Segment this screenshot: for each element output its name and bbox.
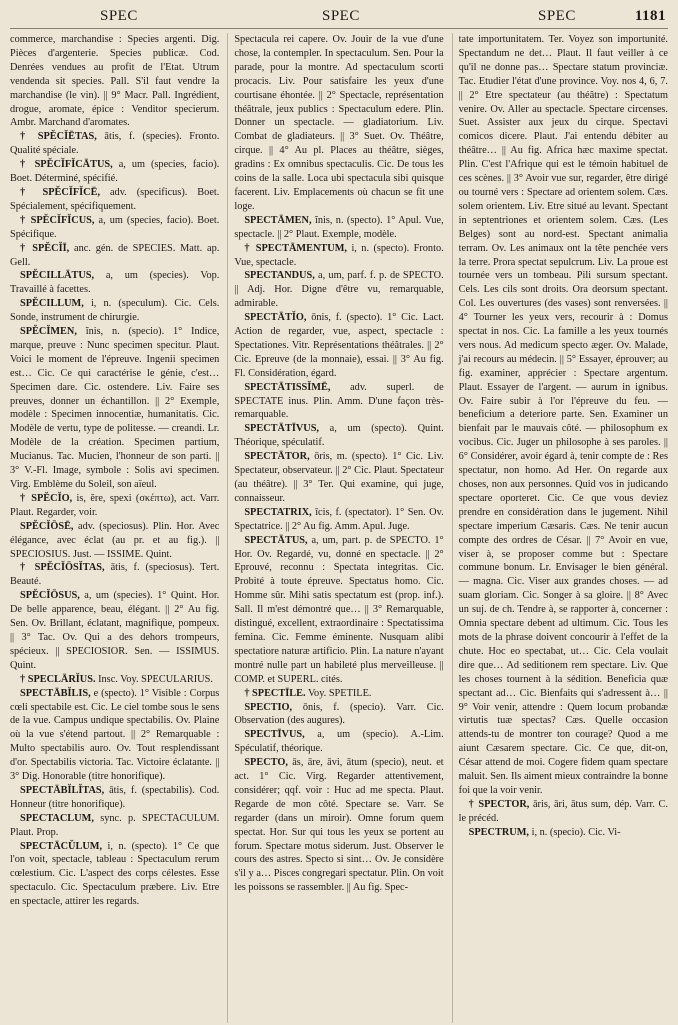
entry-definition: anc. gén. de SPECIES. Matt. ap. Gell. bbox=[10, 242, 220, 268]
entry-definition: adv. (specificus). Boet. Spécialement, spécifiquement. bbox=[10, 186, 220, 212]
entry-definition: ĭnis, n. (specio). 1° Indice, marque, preuve : Nunc specimen specitur. Plaut. Voici le moment de l'épreuve. Ingenii specimen est… Cic. Ce qui caractérise le génie, c'est… Specimen dare. Cic. ostendere. Liv. Faire ses preuves, donner un échantillon. || 2° Exemple, modèle : Specimen innocentiæ, humanitatis. Cic. Modèle de vertu, type de politesse. — creandi. Lr. Modèle de la création. Specimen partium, Mucianus. Tac. Mucien, l'honneur de son parti. || 3° V.-Fl. Image, symbole : Solis avi specimen. Virg. Emblème du Soleil, son aïeul. bbox=[10, 326, 220, 490]
entry-definition: ōnis, f. (specio). Varr. Cic. Observation (des augures). bbox=[234, 701, 444, 727]
entry-definition: commerce, marchandise : Species argenti. Dig. Pièces d'argenterie. Species publicæ. Cod. Denrées vendues au profit de l'Etat. Utrum vendenda sit species. Pall. S'il faut vendre la marchandise (le vin). || 9° Macr. Pall. Ingrédient, drogue, aromate, épice : Venditor specierum. Ambr. Marchand d'aromates. bbox=[10, 34, 220, 129]
entry-headword: SPECTĀTĪVUS, bbox=[244, 423, 320, 435]
entry-definition: sync. p. SPECTACULUM. Plaut. Prop. bbox=[10, 812, 220, 838]
dictionary-entry bbox=[234, 311, 443, 381]
dictionary-entry bbox=[10, 589, 219, 672]
entry-definition: a, um (species, facio). Boet. Spécifique. bbox=[10, 214, 220, 240]
entry-headword: SPECTĀCŬLUM, bbox=[20, 840, 103, 852]
entry-headword: SPECTIO, bbox=[244, 701, 293, 713]
dictionary-entry bbox=[10, 687, 219, 784]
dictionary-entry bbox=[234, 701, 443, 729]
entry-headword: SPĔCILLUM, bbox=[20, 298, 84, 310]
column-1 bbox=[10, 33, 219, 1023]
dictionary-entry bbox=[234, 687, 443, 701]
dictionary-entry bbox=[234, 728, 443, 756]
dictionary-entry bbox=[10, 158, 219, 186]
entry-headword: † SPĔCĬFĬCĀTUS, bbox=[20, 159, 113, 171]
entry-definition: Insc. Voy. SPECULARIUS. bbox=[95, 673, 213, 685]
dictionary-entry bbox=[234, 756, 443, 895]
dictionary-entry bbox=[10, 812, 219, 840]
dictionary-entry bbox=[234, 242, 443, 270]
dictionary-entry bbox=[234, 534, 443, 687]
entry-definition: adv. (speciosus). Plin. Hor. Avec élégance, avec éclat (au pr. et au fig.). || SPECIOSIUS. Just. — ISSIME. Quint. bbox=[10, 520, 220, 560]
entry-definition: īcis, f. (spectator). 1° Sen. Ov. Spectatrice. || 2° Au fig. Amm. Apul. Juge. bbox=[234, 506, 444, 532]
entry-definition: ĭnis, n. (specto). 1° Apul. Vue, spectacle. || 2° Plaut. Exemple, modèle. bbox=[234, 214, 444, 240]
running-header bbox=[10, 8, 668, 29]
entry-definition: adv. superl. de SPECTATE inus. Plin. Amm. D'une façon très-remarquable. bbox=[234, 381, 444, 421]
entry-headword: SPECTĪVUS, bbox=[244, 729, 305, 741]
dictionary-entry bbox=[10, 840, 219, 910]
entry-headword: † SPECTOR, bbox=[468, 798, 530, 810]
entry-headword: SPECTĀTISSĬMĒ, bbox=[244, 381, 331, 393]
column-3 bbox=[452, 33, 668, 1023]
entry-definition: i, n. (specio). Cic. Vi- bbox=[529, 826, 621, 838]
entry-definition: a, um, part. p. de SPECTO. 1° Hor. Ov. Regardé, vu, donné en spectacle. || 2° Eprouvé, reconnu : Spectata integritas. Cic. Probité à toute épreuve. Spectatus homo. Cic. Homme sûr. Mihi satis spectatum est (prop. inf.). Sall. Il m'est démontré que… || 3° Remarquable, distingué, excellent, extraordinaire : Spectatissima femina. Cic. Femme éminente. Nusquam alibi spectatiore naturæ artificio. Plin. La nature n'ayant montré nulle part un habileté plus merveilleuse. || COMP. et SUPERL. cités. bbox=[234, 534, 444, 685]
dictionary-entry bbox=[234, 422, 443, 450]
dictionary-entry bbox=[10, 186, 219, 214]
dictionary-entry bbox=[234, 381, 443, 423]
entry-definition: is, ĕre, spexi (σκέπτω), act. Varr. Plaut. Regarder, voir. bbox=[10, 492, 220, 518]
entry-headword: † SPĔCĬŌSĬTAS, bbox=[20, 562, 105, 574]
dictionary-entry bbox=[459, 798, 668, 826]
dictionary-entry bbox=[10, 561, 219, 589]
entry-headword: † SPECTĪLE. bbox=[244, 687, 306, 699]
entry-headword: SPECTACLUM, bbox=[20, 812, 94, 824]
dictionary-entry bbox=[459, 826, 668, 840]
dictionary-entry bbox=[10, 492, 219, 520]
entry-definition: i, n. (speculum). Cic. Cels. Sonde, instrument de chirurgie. bbox=[10, 298, 220, 324]
entry-headword: SPECTĀTOR, bbox=[244, 451, 310, 463]
header-right: SPEC bbox=[538, 8, 576, 24]
dictionary-entry bbox=[10, 325, 219, 492]
entry-headword: † SPECLĀRĬUS. bbox=[20, 673, 96, 685]
entry-headword: SPECTĀBĬLIS, bbox=[20, 687, 91, 699]
entry-headword: † SPĔCĬFĬCUS, bbox=[20, 214, 95, 226]
entry-definition: ās, āre, āvi, ātum (specio), neut. et act. 1° Cic. Virg. Regarder attentivement, considérer; qqf. voir : Huc ad me specta. Plaut. Regarde de mon côté. Spectare se. Varr. Se regarder (dans un miroir). Omne forum quem spectat. Hor. Sur qui tous les yeux se portent au forum. Spectare motus siderum. Just. Observer le cours des astres. Specto si sint… Ov. Je considère s'il y a… Pisces congregari spectatur. Plin. On voit les poissons se rassembler. || Au fig. Spec- bbox=[234, 757, 444, 894]
entry-headword: SPECTĀBĬLĬTAS, bbox=[20, 784, 105, 796]
entry-headword: SPECTĀTUS, bbox=[244, 534, 308, 546]
entry-definition: a, um (species). 1° Quint. Hor. De belle apparence, beau, élégant. || 2° Au fig. Sen. Ov. Brillant, éclatant, magnifique, pompeux. || 3° Tac. Ov. Qui a des dehors trompeurs, spécieux. || SPECIOSIOR. Sen. — ISSIMUS. Quint. bbox=[10, 590, 220, 671]
entry-definition: ātis, f. (spectabilis). Cod. Honneur (titre honorifique). bbox=[10, 784, 220, 810]
entry-definition: āris, āri, ātus sum, dép. Varr. C. le précéd. bbox=[458, 798, 668, 824]
dictionary-entry bbox=[10, 214, 219, 242]
entry-headword: SPĔCĬMEN, bbox=[20, 326, 77, 338]
header-center: SPEC bbox=[322, 8, 360, 24]
entry-definition: ātis, f. (species). Fronto. Qualité spéciale. bbox=[10, 131, 220, 157]
entry-definition: i, n. (specto). 1° Ce que l'on voit, spectacle, tableau : Spectaculum rerum cœlestium. Cic. L'aspect des corps célestes. Esse spectaculo. Cic. Spectaculum præbere. Liv. Etre en spectacle, attirer les regards. bbox=[10, 840, 220, 908]
entry-headword: † SPĔCĬĒTAS, bbox=[20, 131, 97, 143]
entry-definition: a, um (specto). Quint. Théorique, spéculatif. bbox=[234, 423, 444, 449]
dictionary-entry bbox=[234, 450, 443, 506]
entry-definition: ōris, m. (specto). 1° Cic. Liv. Spectateur, observateur. || 2° Cic. Plaut. Spectateur (au théâtre). || 3° Ter. Qui examine, qui juge, connaisseur. bbox=[234, 451, 444, 504]
dictionary-entry bbox=[10, 242, 219, 270]
entry-definition: tate importunitatem. Ter. Voyez son importunité. Spectandum ne det… Plaut. Il faut veiller à ce qu'il ne donne pas… Spectare statum provinciæ. Tac. Etudier l'état d'une province. Voy. nos 4, 6, 7. || 2° Etre spectateur (au théâtre) : Spectatum venire. Ov. Aller au spectacle. Spectare circenses. Suet. Assister aux jeux du cirque. Spectavi comicos dicere. Plaut. J'ai entendu débiter au théâtre… || Au fig. Africa hæc maxime spectat. Plin. C'est l'Afrique qui est le témoin habituel de ces scènes. || 3° Avoir vue sur, regarder, être dirigé ou tourné vers : Spectare ad orientem solem. Cæs. solem orientem. Liv. Etre situé au levant. Spectant in septentriones et orientem solem. Cæs. (Les Belges) sont au nord-est. Spectant animalia terram. Ov. Les animaux ont la tête penchée vers la terre. Prora spectat sepulcrum. Liv. La proue est tournée vers un tombeau. Pili sursum spectant. Cels. Les cils sont droits. Ora deorsum spectant. Col. Les ouvertures (des vases) sont renversées. || 4° Tourner les yeux vers, recourir à : Domus spectat in nos. Cic. La famille a les yeux tournés vers nous. Ad medicum specto æger. Ov. Malade, j'ai recours au médecin. || 5° Essayer, éprouver; au fig. examiner, apprécier : Spectare argentum. Plaut. Essayer de l'argent. — aurum in ignibus. Ov. Faire subir à l'or l'épreuve du feu. — beneficium a deteriore parte. Sen. Examiner un bienfait par le mauvais côté. — philosophum ex vocibus. Cic. Juger un philosophe à ses paroles. || 6° Considérer, avoir égard à, tenir compte de : Res spectatur, non homo. Ad Her. On regarde aux choses, non aux personnes. Quid vos in judicando spectare oporteret. Cic. Ce que vous deviez prendre en considération dans le jugement. Nihil spectare imperium Cæsaris. Cæs. Ne tenir aucun compte des ordres de César. || 7° Avoir en vue, viser à, se proposer comme but : Spectare commune bonum. Lr. Envisager le bien général. — magna. Cic. Viser aux grandes choses. — ad suam gloriam. Cic. Songer à sa gloire. || 8° Avec un suj. de ch. Tendre à, se rapporter à, concerner : Omnia spectare debent ad ultimum. Cic. Tous les mots de la phrase doivent concourir à l'effet de la chute. Hoc eo spectabat, ut… Cic. Cela voulait dire que… Ad seditionem rem spectare. Liv. Que les choses tournent à la sédition. Beneficia quæ spectant ad… Cic. Bienfaits qui s'adressent à… || 9° Voir venir, attendre : Quem locum probandæ virtutis tuæ spectas? Cæs. Quelle occasion attends-tu de montrer ton courage? Quod a me aiunt Cæsarem spectare. Cic. Ce que, dit-on, César attend de moi. Cogere fidem quam spectare maluit. Sen. Ils aiment mieux contraindre la bonne foi que la voir venir. bbox=[458, 34, 668, 796]
dictionary-entry bbox=[10, 130, 219, 158]
entry-headword: † SPĔCĬFĬCĒ, bbox=[20, 186, 101, 198]
entry-headword: SPĔCĬŌSĒ, bbox=[20, 520, 74, 532]
entry-definition: ātis, f. (speciosus). Tert. Beauté. bbox=[10, 562, 220, 588]
dictionary-entry bbox=[234, 269, 443, 311]
header-left: SPEC bbox=[100, 8, 138, 24]
dictionary-entry bbox=[10, 520, 219, 562]
dictionary-entry bbox=[234, 33, 443, 214]
entry-definition: a, um, parf. f. p. de SPECTO. || Adj. Hor. Digne d'être vu, remarquable, admirable. bbox=[234, 270, 444, 310]
dictionary-entry bbox=[234, 506, 443, 534]
entry-definition: Voy. SPETILE. bbox=[305, 687, 372, 699]
dictionary-entry bbox=[234, 214, 443, 242]
dictionary-entry bbox=[459, 33, 668, 798]
dictionary-entry bbox=[10, 33, 219, 130]
entry-headword: SPECTĀMEN, bbox=[244, 214, 312, 226]
entry-headword: SPECTRUM, bbox=[468, 826, 530, 838]
dictionary-entry bbox=[10, 269, 219, 297]
entry-definition: i, n. (specto). Fronto. Vue, spectacle. bbox=[234, 242, 444, 268]
entry-headword: † SPĔCĬO, bbox=[20, 492, 73, 504]
column-2 bbox=[227, 33, 443, 1023]
entry-definition: e (specto). 1° Visible : Corpus cœli spectabile est. Cic. Le ciel tombe sous le sens de la vue. Campus undique spectabilis. Ov. Plaine où la vue s'étend partout. || 2° Remarquable : Multo spectabilis auro. Ov. Tout resplendissant d'or. Spectabilis victoria. Tac. Victoire éclatante. || 3° Dig. Honorable (titre honorifique). bbox=[10, 687, 220, 783]
entry-headword: SPECTO, bbox=[244, 757, 288, 769]
entry-headword: SPĔCĬŌSUS, bbox=[20, 590, 80, 602]
page-number: 1181 bbox=[634, 8, 666, 24]
entry-definition: Spectacula rei capere. Ov. Jouir de la vue d'une chose, la contempler. In spectaculum. Sen. Pour la parade, pour la montre. Ad spectaculum scorti procacis. Liv. Pour satisfaire les yeux d'une courtisane éhontée. || 2° Spectacle, représentation théâtrale, jeux publics : Spectaculum edere. Plin. Donner un spectacle. — gladiatorium. Liv. Combat de gladiateurs. || 3° Suet. Ov. Théâtre, cirque. || 4° Au pl. Places au théâtre, sièges, gradins : Ex omnibus spectaculis. Cic. De tous les coins de la salle. Loca ubi spectacula sibi quisque facerent. Liv. Emplacements où chacun se fit une loge. bbox=[234, 34, 444, 212]
entry-headword: SPECTĀTĬO, bbox=[244, 312, 307, 324]
dictionary-entry bbox=[10, 297, 219, 325]
columns bbox=[10, 33, 668, 1023]
entry-headword: SPECTANDUS, bbox=[244, 270, 315, 282]
entry-headword: SPECTATRIX, bbox=[244, 506, 312, 518]
entry-definition: a, um (species). Vop. Travaillé à facettes. bbox=[10, 270, 220, 296]
entry-definition: a, um (specio). A.-Lim. Spéculatif, théorique. bbox=[234, 729, 444, 755]
entry-definition: ōnis, f. (specto). 1° Cic. Lact. Action de regarder, vue, aspect, spectacle : Spectationes. Vitr. Représentations théâtrales. || 2° Cic. Epreuve (de la monnaie), essai. || 3° Au fig. Fl. Considération, égard. bbox=[234, 312, 444, 379]
entry-headword: † SPĔCĬĪ, bbox=[20, 242, 70, 254]
entry-definition: a, um (species, facio). Boet. Déterminé, spécifié. bbox=[10, 159, 220, 185]
dictionary-entry bbox=[10, 784, 219, 812]
entry-headword: SPĔCILLĀTUS, bbox=[20, 270, 95, 282]
dictionary-entry bbox=[10, 673, 219, 687]
entry-headword: † SPECTĀMENTUM, bbox=[244, 242, 348, 254]
